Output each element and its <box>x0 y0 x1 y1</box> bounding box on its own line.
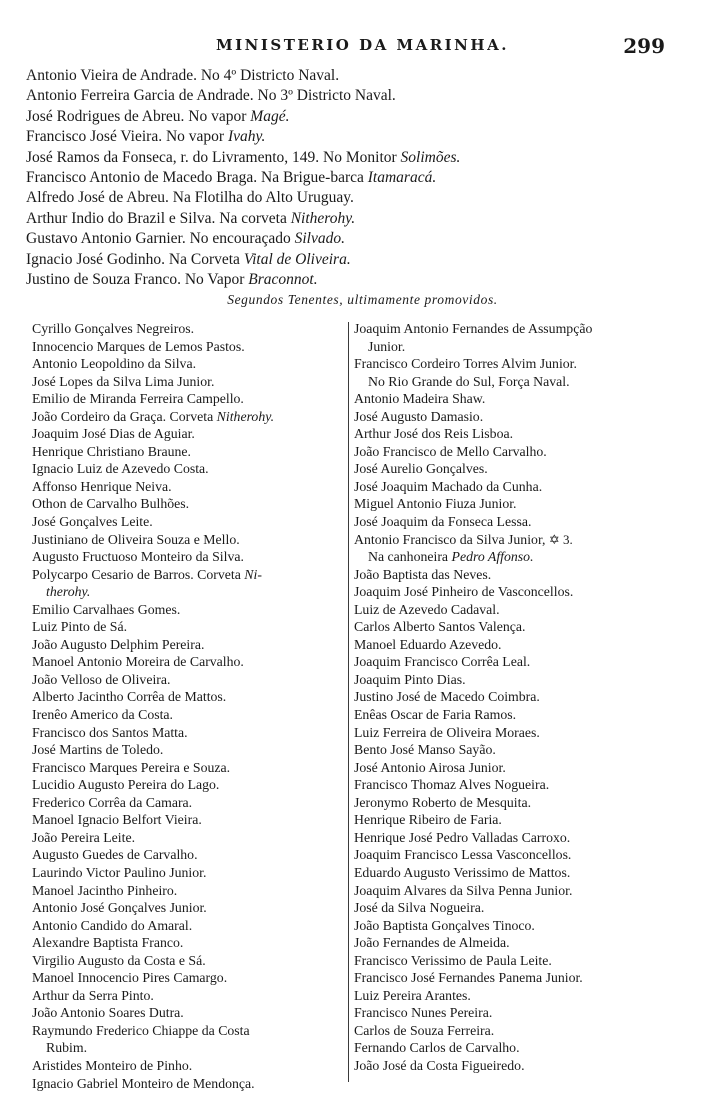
list-item: Manoel Antonio Moreira de Carvalho. <box>32 654 244 670</box>
vessel-name: therohy. <box>46 584 91 600</box>
list-item: Jeronymo Roberto de Mesquita. <box>354 794 532 810</box>
vessel-name: Nitherohy. <box>290 209 356 227</box>
list-item: Joaquim Pinto Dias. <box>354 671 466 687</box>
list-item: Othon de Carvalho Bulhões. <box>32 496 190 512</box>
list-item: Francisco Verissimo de Paula Leite. <box>354 952 552 968</box>
list-item: Carlos Alberto Santos Valença. <box>354 619 526 635</box>
list-item: José da Silva Nogueira. <box>354 900 485 916</box>
list-item: Henrique Ribeiro de Faria. <box>354 812 502 828</box>
list-item: Alfredo José de Abreu. Na Flotilha do Alto Uruguay. <box>26 189 354 207</box>
list-item: João José da Costa Figueiredo. <box>354 1057 525 1073</box>
list-item: Ignacio José Godinho. Na Corveta Vital de Oliveira. <box>26 250 351 268</box>
list-item: Antonio Madeira Shaw. <box>354 391 486 407</box>
list-item: Henrique Christiano Braune. <box>32 443 192 459</box>
list-item: Joaquim Alvares da Silva Penna Junior. <box>354 882 573 898</box>
list-item-continuation: Rubim. <box>46 1040 88 1056</box>
list-item: Francisco Cordeiro Torres Alvim Junior. <box>354 356 577 372</box>
list-item: Manoel Jacintho Pinheiro. <box>32 882 178 898</box>
list-item: Antonio Ferreira Garcia de Andrade. No 3º Districto Naval. <box>26 87 396 105</box>
list-item: José Aurelio Gonçalves. <box>354 461 488 477</box>
list-item: Antonio Candido do Amaral. <box>32 917 193 933</box>
list-item: Aristides Monteiro de Pinho. <box>32 1057 193 1073</box>
list-item: João Cordeiro da Graça. Corveta Nitherohy. <box>32 408 275 424</box>
list-item: José Joaquim da Fonseca Lessa. <box>354 514 532 530</box>
officer-list-top <box>26 66 686 290</box>
list-item: José Augusto Damasio. <box>354 408 484 424</box>
list-item: José Antonio Airosa Junior. <box>354 759 506 775</box>
vessel-name: Braconnot. <box>248 271 318 289</box>
list-item: Bento José Manso Sayão. <box>354 742 496 758</box>
page-header <box>0 34 725 64</box>
list-item: Fernando Carlos de Carvalho. <box>354 1040 520 1056</box>
list-item: Justino de Souza Franco. No Vapor Braconnot. <box>26 271 318 289</box>
list-item: João Pereira Leite. <box>32 829 136 845</box>
list-item: Antonio José Gonçalves Junior. <box>32 900 207 916</box>
list-item: Affonso Henrique Neiva. <box>32 478 172 494</box>
decoration-star-icon: ✡ 3. <box>548 531 573 547</box>
list-item: Francisco Thomaz Alves Nogueira. <box>354 777 550 793</box>
list-item: Laurindo Victor Paulino Junior. <box>32 864 207 880</box>
list-item: Francisco José Fernandes Panema Junior. <box>354 970 583 986</box>
list-item: Augusto Fructuoso Monteiro da Silva. <box>32 549 244 565</box>
list-item: Francisco Nunes Pereira. <box>354 1005 493 1021</box>
list-item: Antonio Vieira de Andrade. No 4º Districto Naval. <box>26 67 340 84</box>
list-item: Antonio Francisco da Silva Junior, ✡ 3. <box>354 531 573 547</box>
list-item: João Augusto Delphim Pereira. <box>32 636 205 652</box>
list-item: José Lopes da Silva Lima Junior. <box>32 373 215 389</box>
list-item: Emilio de Miranda Ferreira Campello. <box>32 391 244 407</box>
list-item: João Fernandes de Almeida. <box>354 935 510 951</box>
left-column <box>32 320 346 1092</box>
list-item: Joaquim José Pinheiro de Vasconcellos. <box>354 584 574 600</box>
list-item: Francisco dos Santos Matta. <box>32 724 188 740</box>
vessel-name: Ivahy. <box>227 128 266 146</box>
vessel-name: Pedro Affonso. <box>451 549 534 565</box>
vessel-name: Silvado. <box>294 230 345 248</box>
list-item: Ignacio Luiz de Azevedo Costa. <box>32 461 209 477</box>
list-item: Henrique José Pedro Valladas Carroxo. <box>354 829 571 845</box>
list-item: Luiz Pereira Arantes. <box>354 987 471 1003</box>
list-item: Joaquim Francisco Lessa Vasconcellos. <box>354 847 572 863</box>
vessel-name: Nitherohy. <box>216 408 275 424</box>
list-item: João Francisco de Mello Carvalho. <box>354 443 547 459</box>
list-item: Emilio Carvalhaes Gomes. <box>32 601 181 617</box>
list-item: João Baptista das Neves. <box>354 566 492 582</box>
list-item: José Ramos da Fonseca, r. do Livramento, 149. No Monitor Solimões. <box>26 148 461 166</box>
list-item: Francisco Marques Pereira e Souza. <box>32 759 231 775</box>
list-item: João Antonio Soares Dutra. <box>32 1005 184 1021</box>
list-item: Frederico Corrêa da Camara. <box>32 794 193 810</box>
list-item-continuation <box>32 583 346 601</box>
section-heading: Segundos Tenentes, ultimamente promovidos. <box>227 292 498 307</box>
list-item: Alberto Jacintho Corrêa de Mattos. <box>32 689 227 705</box>
list-item: José Joaquim Machado da Cunha. <box>354 478 543 494</box>
list-item: Augusto Guedes de Carvalho. <box>32 847 198 863</box>
running-title: MINISTERIO DA MARINHA. <box>216 36 509 54</box>
list-item: Joaquim Francisco Corrêa Leal. <box>354 654 531 670</box>
list-item: Francisco Antonio de Macedo Braga. Na Brigue-barca Itamaracá. <box>26 169 437 187</box>
list-item: Alexandre Baptista Franco. <box>32 935 184 951</box>
list-item: Joaquim José Dias de Aguiar. <box>32 426 195 442</box>
list-item: José Gonçalves Leite. <box>32 514 153 530</box>
list-item: Justiniano de Oliveira Souza e Mello. <box>32 531 240 547</box>
list-item: Arthur Indio do Brazil e Silva. Na corveta Nitherohy. <box>26 209 356 227</box>
list-item: Justino José de Macedo Coimbra. <box>354 689 540 705</box>
list-item: Polycarpo Cesario de Barros. Corveta Ni- <box>32 566 262 582</box>
vessel-name: Solimões. <box>400 148 461 166</box>
list-item: Manoel Ignacio Belfort Vieira. <box>32 812 202 828</box>
list-item: Raymundo Frederico Chiappe da Costa <box>32 1022 250 1038</box>
list-item: Antonio Leopoldino da Silva. <box>32 356 197 372</box>
list-item: Manoel Eduardo Azevedo. <box>354 636 502 652</box>
list-item: Irenêo Americo da Costa. <box>32 707 173 723</box>
list-item-continuation: No Rio Grande do Sul, Força Naval. <box>368 373 570 389</box>
list-item: Francisco José Vieira. No vapor Ivahy. <box>26 128 266 146</box>
column-divider <box>348 322 349 1082</box>
list-item: Joaquim Antonio Fernandes de Assumpção <box>354 321 593 336</box>
list-item: João Velloso de Oliveira. <box>32 671 171 687</box>
list-item: Lucidio Augusto Pereira do Lago. <box>32 777 220 793</box>
list-item: Gustavo Antonio Garnier. No encouraçado Silvado. <box>26 230 345 248</box>
list-item: Luiz Pinto de Sá. <box>32 619 128 635</box>
list-item: Eduardo Augusto Verissimo de Mattos. <box>354 864 571 880</box>
page-number: 299 <box>623 34 665 58</box>
vessel-name: Vital de Oliveira. <box>243 250 351 268</box>
list-item: Ignacio Gabriel Monteiro de Mendonça. <box>32 1075 255 1091</box>
list-item: Manoel Innocencio Pires Camargo. <box>32 970 228 986</box>
list-item-continuation: Na canhoneira Pedro Affonso. <box>368 549 534 565</box>
vessel-name: Magé. <box>250 107 290 125</box>
list-item: Innocencio Marques de Lemos Pastos. <box>32 338 245 354</box>
list-item: Arthur José dos Reis Lisboa. <box>354 426 514 442</box>
list-item: João Baptista Gonçalves Tinoco. <box>354 917 535 933</box>
vessel-name: Ni- <box>244 566 262 582</box>
list-item: Arthur da Serra Pinto. <box>32 987 154 1003</box>
list-item: Miguel Antonio Fiuza Junior. <box>354 496 517 512</box>
list-item: Luiz Ferreira de Oliveira Moraes. <box>354 724 540 740</box>
right-column <box>354 320 690 1075</box>
list-item: Enêas Oscar de Faria Ramos. <box>354 707 517 723</box>
list-item: José Rodrigues de Abreu. No vapor Magé. <box>26 107 290 125</box>
list-item: Cyrillo Gonçalves Negreiros. <box>32 321 195 336</box>
list-item: Carlos de Souza Ferreira. <box>354 1022 495 1038</box>
list-item-continuation: Junior. <box>368 338 406 354</box>
list-item: Luiz de Azevedo Cadaval. <box>354 601 500 617</box>
list-item: Virgilio Augusto da Costa e Sá. <box>32 952 206 968</box>
vessel-name: Itamaracá. <box>367 169 437 187</box>
list-item: José Martins de Toledo. <box>32 742 164 758</box>
